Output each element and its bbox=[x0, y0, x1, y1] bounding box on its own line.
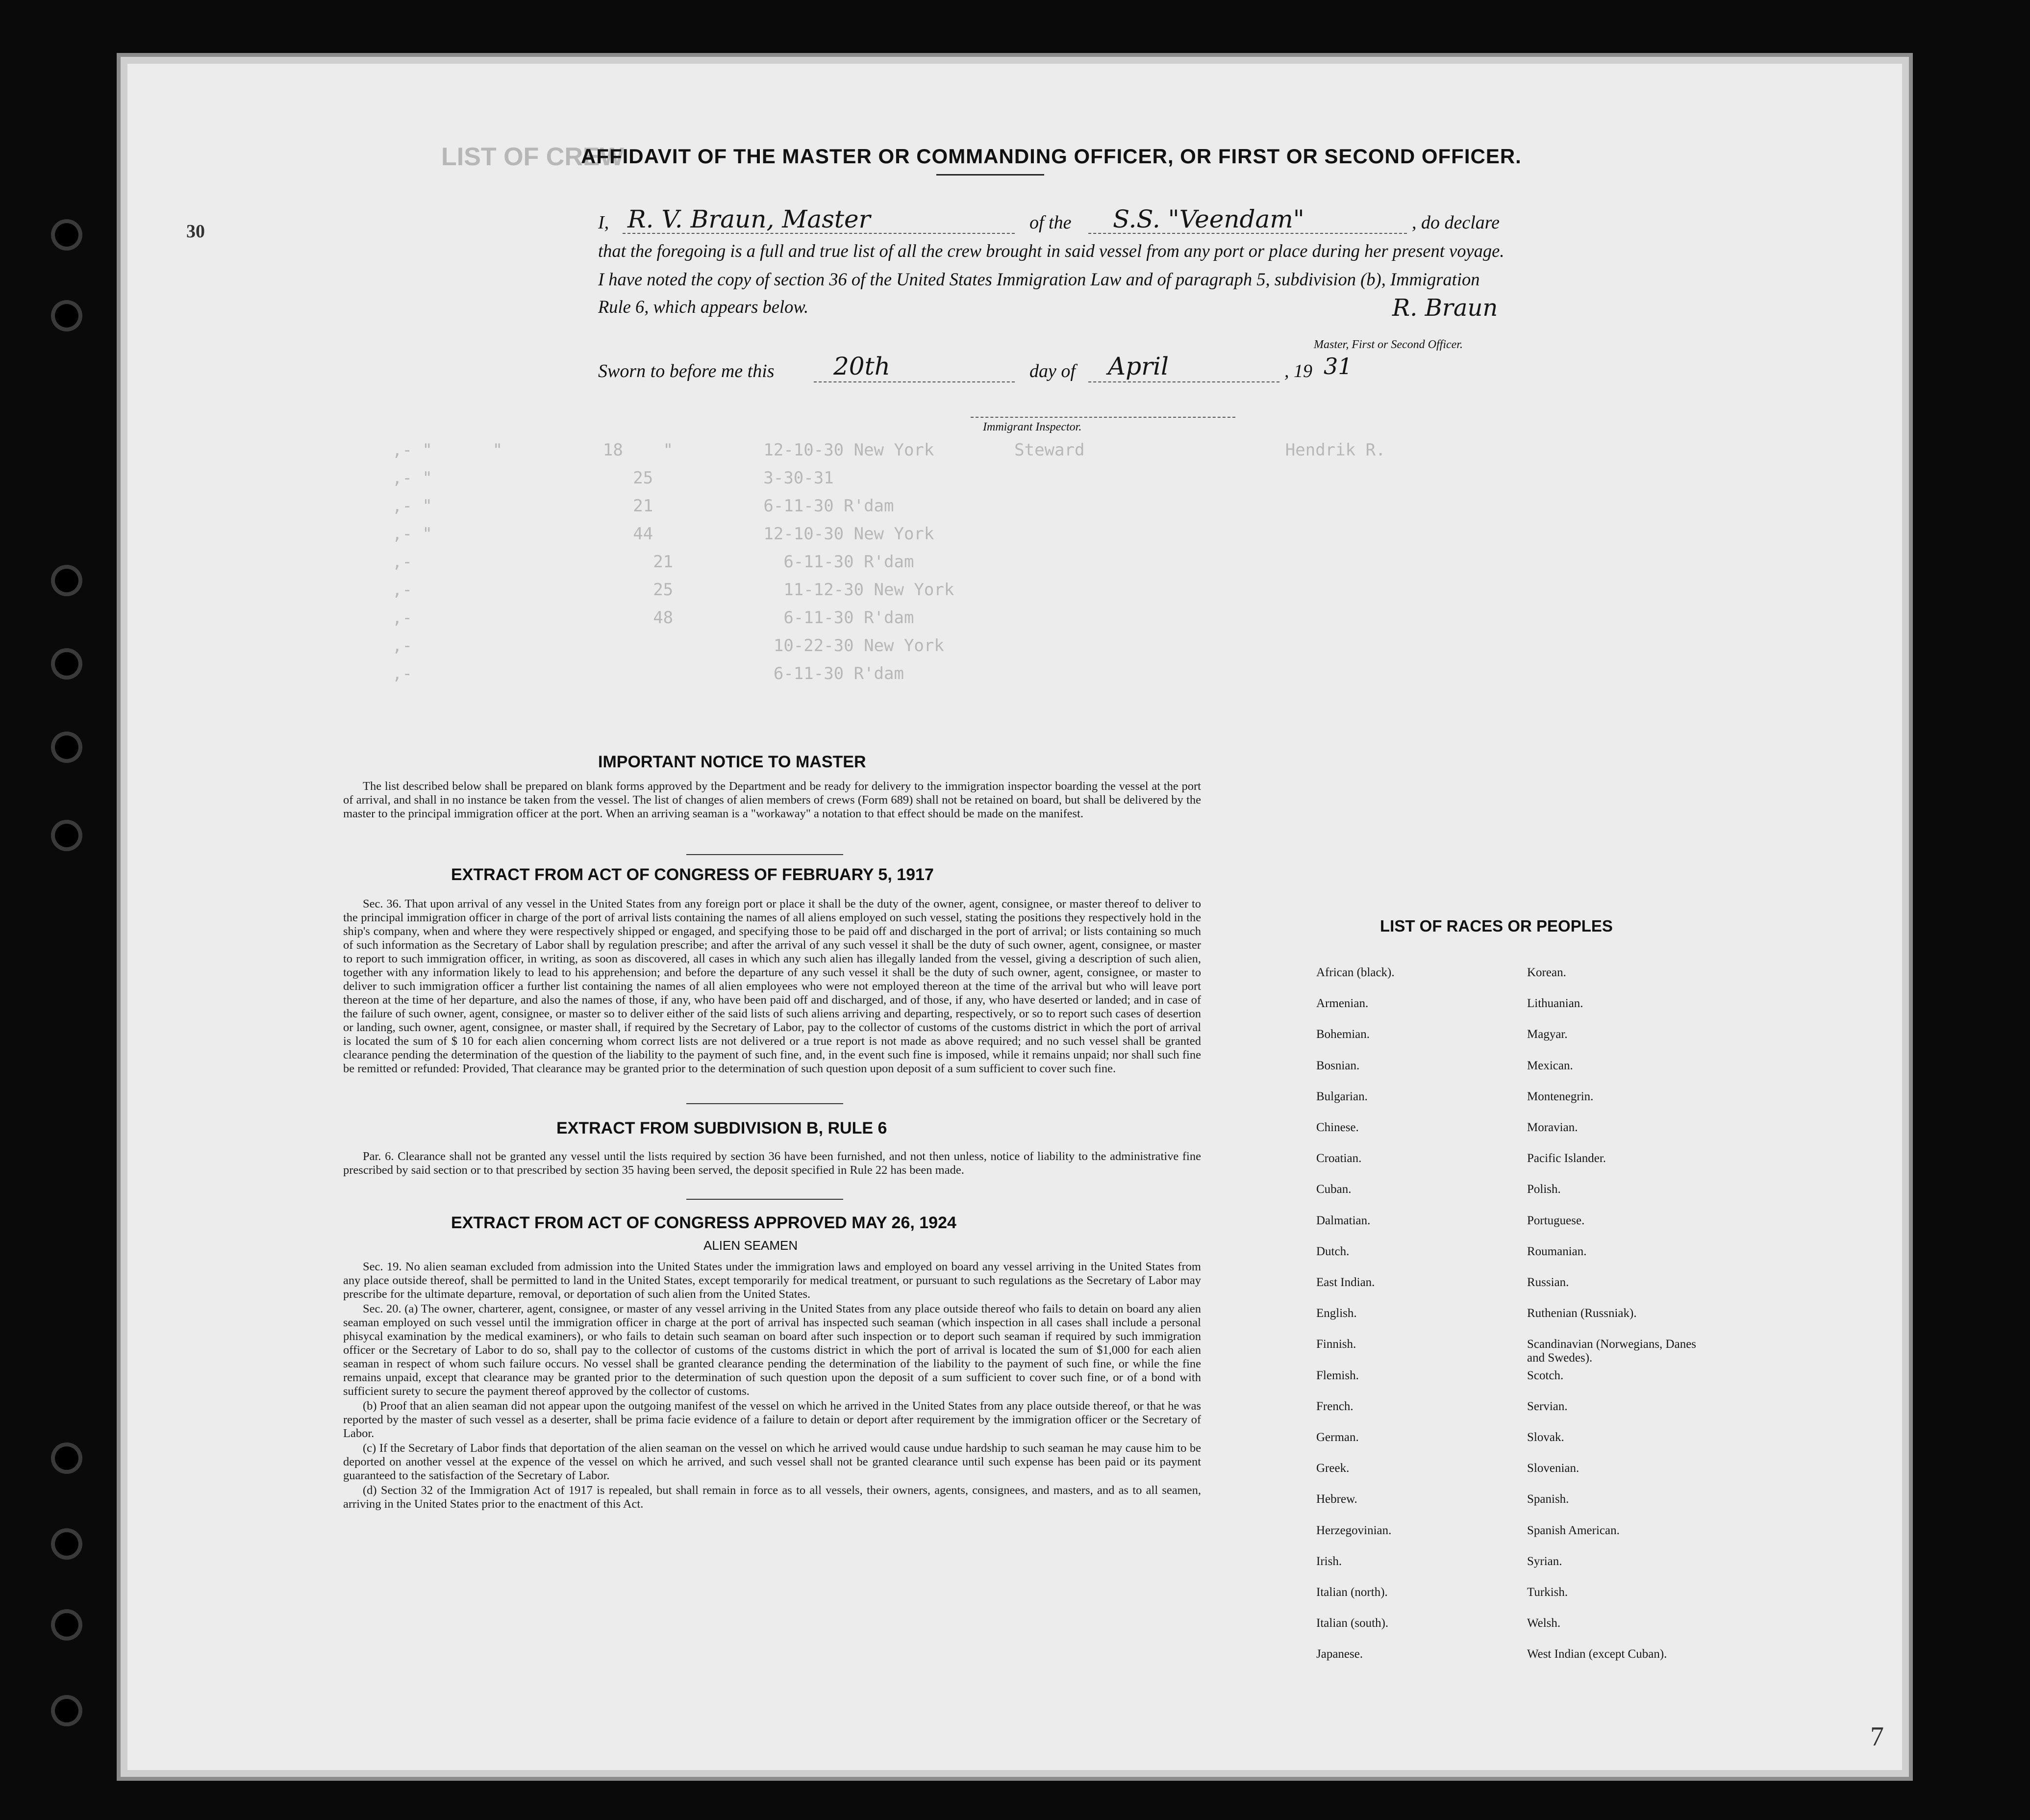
race-item: Turkish. bbox=[1527, 1586, 1568, 1599]
race-item: Flemish. bbox=[1316, 1368, 1359, 1382]
sworn-month-handwritten: April bbox=[1108, 352, 1169, 380]
race-item: Greek. bbox=[1316, 1462, 1350, 1475]
race-item: Bosnian. bbox=[1316, 1059, 1360, 1072]
race-item: Finnish. bbox=[1316, 1338, 1356, 1351]
binder-hole bbox=[55, 1613, 78, 1637]
sec-20a-paragraph: Sec. 20. (a) The owner, charterer, agent, consignee, or master of any vessel arriving in the United States from any place outside thereof who fails to detain on board any alien seaman employed on such vessel until the immigration officer in charge at the port of arrival has inspected such seaman (which inspection in all cases shall include a personal phisycal examination by the medical examiners), or who fails to detain such seaman on board after such inspection or to deport such seaman if required by such immigration officer or the Secretary of Labor to do so, shall pay to the collector of customs of the customs district in which the port of arrival is located the sum of $1,000 for each alien seaman in respect of whom such failure occurs. No vessel shall be granted clearance pending the determination of the liability to the payment of such fine, or while the fine remains unpaid, except that clearance may be granted prior to the determination of such question upon the deposit of a sum sufficient to cover such fine, or of a bond with sufficient surety to secure the payment thereof approved by the collector of customs. bbox=[343, 1302, 1201, 1398]
race-item: English. bbox=[1316, 1307, 1357, 1320]
margin-number: 30 bbox=[186, 221, 205, 242]
binder-hole bbox=[55, 304, 78, 328]
race-item: Irish. bbox=[1316, 1554, 1342, 1568]
signature-caption: Master, First or Second Officer. bbox=[1314, 338, 1463, 351]
section-divider bbox=[686, 1199, 843, 1200]
race-item: Roumanian. bbox=[1527, 1244, 1587, 1258]
section-36-paragraph: Sec. 36. That upon arrival of any vessel in the United States from any foreign port or place it shall be the duty of the owner, agent, consignee, or master thereof to deliver to the principal immigration officer in charge of the port of arrival lists containing the names of all aliens employed on such vessel, stating the positions they respectively hold in the ship's company, when and where they were respectively shipped or engaged, and specifying those to be paid off and discharged in the port of arrival; or lists containing so much of such information as the Secretary of Labor shall by regulation prescribe; and after the arrival of any such vessel it shall be the duty of such owner, agent, consignee, or master to report to such immigration officer, in writing, as soon as discovered, all cases in which any such alien has illegally landed from the vessel, giving a description of such alien, together with any information likely to lead to his apprehension; and before the departure of any such vessel it shall be the duty of such owner, agent, consignee, or master to deliver to such immigration officer a further list containing the names of all alien employees who were not employed thereon at the time of the arrival but who will leave port thereon at the time of her departure, and also the names of those, if any, who have been paid off and discharged, and of those, if any, who have deserted or landed; and in case of the failure of such owner, agent, consignee, or master so to deliver either of the said lists of such aliens arriving and departing, respectively, or so to report such cases of desertion or landing, such owner, agent, consignee, or master shall, if required by the Secretary of Labor, pay to the collector of customs of the customs district in which the port of arrival is located the sum of $ 10 for each alien concerning whom correct lists are not delivered or a true report is not made as above required; and no such vessel shall be granted clearance pending the determination of the question of the liability to the payment of such fine, and, in the event such fine is imposed, while it remains unpaid; nor shall such fine be remitted or refunded: Provided, That clearance may be granted prior to the determination of such question upon deposit of a sum sufficient to cover such fine. bbox=[343, 897, 1201, 1075]
master-name-handwritten: R. V. Braun, Master bbox=[627, 205, 871, 233]
binder-hole bbox=[55, 1699, 78, 1722]
race-item: Russian. bbox=[1527, 1276, 1569, 1289]
race-item: Bulgarian. bbox=[1316, 1089, 1368, 1103]
affidavit-title: AFFIDAVIT OF THE MASTER OR COMMANDING OFFICER, OR FIRST OR SECOND OFFICER. bbox=[581, 145, 1522, 168]
rule-6-text bbox=[343, 1150, 1201, 1178]
race-item: Moravian. bbox=[1527, 1121, 1578, 1134]
page-mark: 7 bbox=[1870, 1721, 1884, 1752]
race-item: Spanish. bbox=[1527, 1492, 1569, 1506]
rule-6-title: EXTRACT FROM SUBDIVISION B, RULE 6 bbox=[556, 1119, 887, 1138]
race-item: Montenegrin. bbox=[1527, 1089, 1594, 1103]
binder-hole bbox=[55, 824, 78, 847]
race-item: Welsh. bbox=[1527, 1617, 1561, 1630]
race-item: Magyar. bbox=[1527, 1028, 1568, 1041]
inspector-signature-line bbox=[971, 417, 1235, 418]
race-item: Korean. bbox=[1527, 966, 1566, 979]
day-of-label: day of bbox=[1029, 361, 1076, 381]
affidavit-line2: that the foregoing is a full and true list of all the crew brought in said vessel from any port or place during her present voyage. bbox=[598, 241, 1504, 261]
race-item: Pacific Islander. bbox=[1527, 1152, 1606, 1165]
affidavit-line1-mid: of the bbox=[1029, 212, 1072, 233]
affidavit-line4: Rule 6, which appears below. bbox=[598, 297, 809, 317]
affidavit-line1-pre: I, bbox=[598, 212, 609, 233]
race-item: East Indian. bbox=[1316, 1276, 1375, 1289]
sworn-day-handwritten: 20th bbox=[833, 352, 890, 380]
bleed-through-header: LIST OF CREW bbox=[441, 143, 624, 171]
race-item: German. bbox=[1316, 1431, 1359, 1444]
binder-hole bbox=[55, 652, 78, 676]
vessel-name-handwritten: S.S. "Veendam" bbox=[1113, 205, 1304, 233]
inspector-caption: Immigrant Inspector. bbox=[983, 421, 1082, 433]
sworn-text: Sworn to before me this bbox=[598, 361, 775, 381]
race-item: Armenian. bbox=[1316, 997, 1369, 1011]
affidavit-line3: I have noted the copy of section 36 of the United States Immigration Law and of paragraph 5, subdivision (b), Immigration bbox=[598, 269, 1480, 289]
sec-20c-paragraph: (c) If the Secretary of Labor finds that deportation of the alien seaman on the vessel on which he arrived would cause undue hardship to such seaman he may cause him to be deported on another vessel at the expence of the vessel on which he arrived, and such vessel shall not be granted clearance until such expense has been paid or its payment guaranteed to the satisfaction of the Secretary of Labor. bbox=[343, 1441, 1201, 1482]
notice-title: IMPORTANT NOTICE TO MASTER bbox=[598, 753, 866, 771]
affidavit-line1-post: , do declare bbox=[1412, 212, 1500, 233]
extract-1917-text bbox=[343, 897, 1201, 1077]
sec-19-paragraph: Sec. 19. No alien seaman excluded from admission into the United States under the immigration laws and employed on board any vessel arriving in the United States from any place outside thereof, shall be permitted to land in the United States, except temporarily for medical treatment, or pursuant to such regulations as the Secretary of Labor may prescribe for the ultimate departure, removal, or deportation of such alien from the United States. bbox=[343, 1260, 1201, 1301]
race-item: Bohemian. bbox=[1316, 1028, 1370, 1041]
race-item: Polish. bbox=[1527, 1183, 1561, 1196]
section-divider bbox=[686, 1103, 843, 1104]
race-item: Scotch. bbox=[1527, 1368, 1564, 1382]
race-item: Cuban. bbox=[1316, 1183, 1352, 1196]
binder-hole bbox=[55, 1532, 78, 1556]
year-prefix: , 19 bbox=[1284, 361, 1312, 381]
affidavit-title-rule bbox=[936, 174, 1044, 176]
rule-6-paragraph: Par. 6. Clearance shall not be granted any vessel until the lists required by section 36 have been furnished, and not then unless, notice of liability to the administrative fine prescribed by said section or to that prescribed by section 35 having been served, the deposit specified in Rule 22 has been made. bbox=[343, 1150, 1201, 1177]
race-item: Italian (north). bbox=[1316, 1586, 1388, 1599]
race-item: Dalmatian. bbox=[1316, 1213, 1371, 1227]
section-divider bbox=[686, 854, 843, 855]
race-item: Portuguese. bbox=[1527, 1213, 1585, 1227]
race-item: Croatian. bbox=[1316, 1152, 1362, 1165]
race-item: French. bbox=[1316, 1399, 1353, 1413]
race-item: West Indian (except Cuban). bbox=[1527, 1647, 1667, 1661]
document-page bbox=[127, 64, 1902, 1770]
race-item: Scandinavian (Norwegians, Danes and Swedes). bbox=[1527, 1338, 1697, 1365]
race-item: Mexican. bbox=[1527, 1059, 1573, 1072]
race-item: Herzegovinian. bbox=[1316, 1523, 1392, 1537]
race-item: Chinese. bbox=[1316, 1121, 1359, 1134]
race-item: Servian. bbox=[1527, 1399, 1568, 1413]
race-item: Italian (south). bbox=[1316, 1617, 1389, 1630]
month-underline bbox=[1088, 381, 1279, 382]
sec-20b-paragraph: (b) Proof that an alien seaman did not appear upon the outgoing manifest of the vessel on which he arrived in the United States from any place outside thereof, or that he was reported by the master of such vessel as a deserter, shall be prima facie evidence of a failure to detain or deport after requirement by the immigration officer or the Secretary of Labor. bbox=[343, 1399, 1201, 1440]
races-title: LIST OF RACES OR PEOPLES bbox=[1380, 917, 1613, 935]
race-item: Syrian. bbox=[1527, 1554, 1562, 1568]
notice-text bbox=[343, 780, 1201, 822]
race-item: Hebrew. bbox=[1316, 1492, 1357, 1506]
race-item: Dutch. bbox=[1316, 1244, 1350, 1258]
race-item: Spanish American. bbox=[1527, 1523, 1620, 1537]
extract-1917-title: EXTRACT FROM ACT OF CONGRESS OF FEBRUARY 5, 1917 bbox=[451, 865, 934, 884]
binder-hole bbox=[55, 223, 78, 247]
bleed-through-rows: ,- " " 18 " 12-10-30 New York Steward Hendrik R. ,- " 25 3-30-31 ,- " 21 6-11-30 R'dam ,- " 44 12-10-30 New York ,- 21 6-11-30 R'dam ,- 25 11-12-30 New York ,- 48 6-11-30 R'dam ,- 10-22-30 New York ,- 6-11-30 R'dam bbox=[392, 440, 1386, 683]
sworn-year-handwritten: 31 bbox=[1324, 353, 1353, 379]
binder-hole bbox=[55, 735, 78, 759]
race-item: Slovenian. bbox=[1527, 1462, 1579, 1475]
extract-1924-text bbox=[343, 1260, 1201, 1512]
notice-paragraph: The list described below shall be prepared on blank forms approved by the Department and be ready for delivery to the immigration inspector boarding the vessel at the port of arrival, and shall in no instance be taken from the vessel. The list of changes of alien members of crews (Form 689) shall not be retained on board, but shall be delivered by the master to the principal immigration officer at the port. When an arriving seaman is a "workaway" a notation to that effect should be made on the manifest. bbox=[343, 780, 1201, 820]
race-item: Japanese. bbox=[1316, 1647, 1363, 1661]
binder-hole bbox=[55, 569, 78, 592]
master-signature: R. Braun bbox=[1392, 294, 1498, 322]
day-underline bbox=[814, 381, 1015, 382]
race-item: Ruthenian (Russniak). bbox=[1527, 1307, 1637, 1320]
extract-1924-title: EXTRACT FROM ACT OF CONGRESS APPROVED MAY 26, 1924 bbox=[451, 1213, 956, 1232]
race-item: Lithuanian. bbox=[1527, 997, 1583, 1011]
sec-20d-paragraph: (d) Section 32 of the Immigration Act of 1917 is repealed, but shall remain in force as to all vessels, their owners, agents, consignees, and masters, and as to all seamen, arriving in the United States prior to the enactment of this Act. bbox=[343, 1484, 1201, 1511]
race-item: Slovak. bbox=[1527, 1431, 1564, 1444]
race-item: African (black). bbox=[1316, 966, 1395, 979]
binder-hole bbox=[55, 1446, 78, 1470]
alien-seamen-subtitle: ALIEN SEAMEN bbox=[703, 1238, 798, 1253]
